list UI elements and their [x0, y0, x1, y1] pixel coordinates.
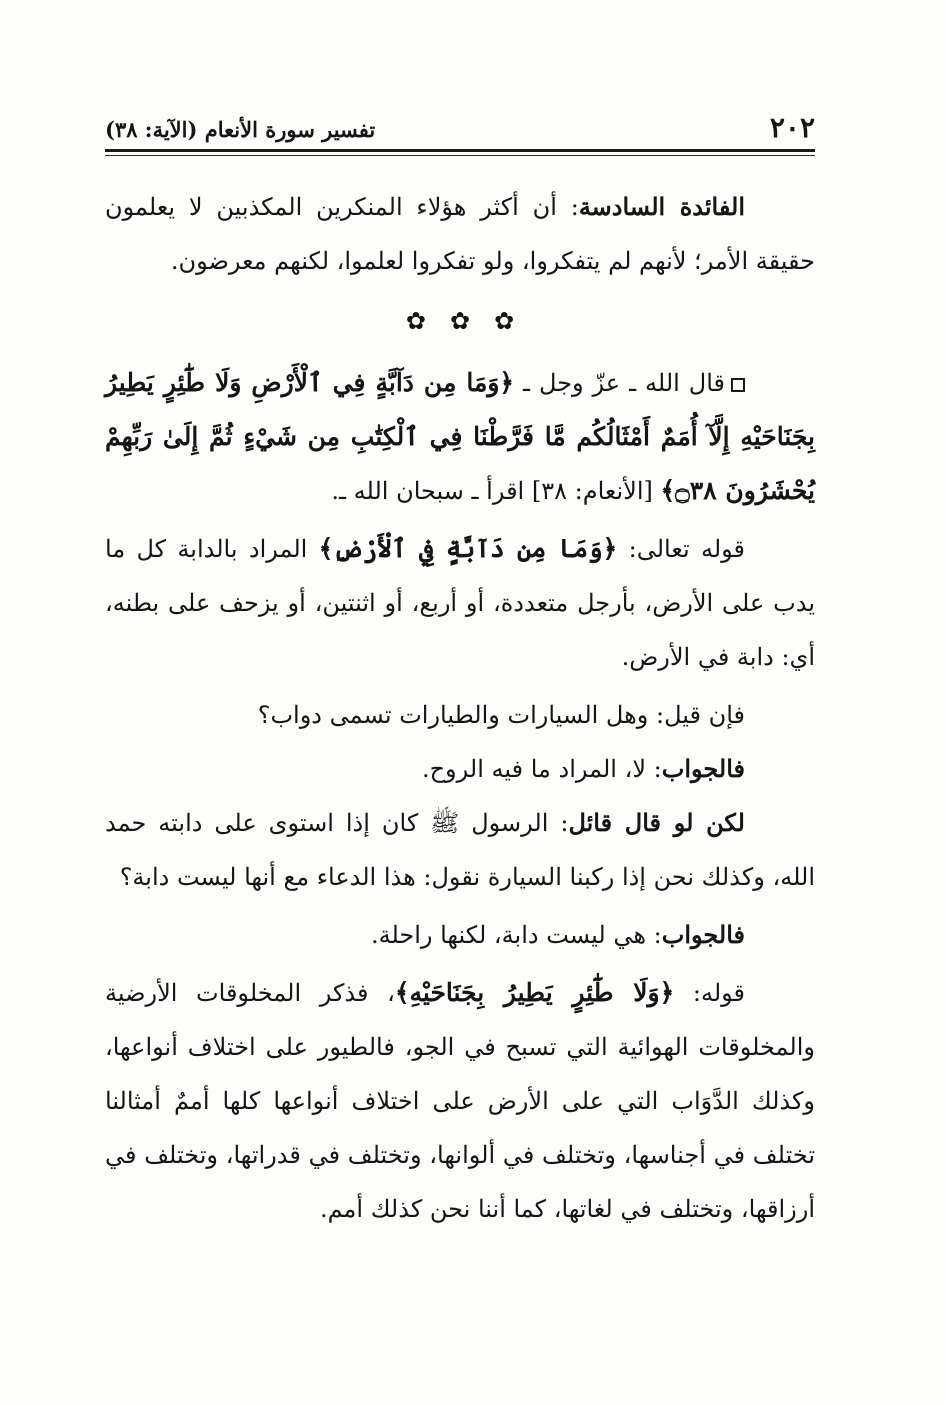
paragraph-answer-1 — [105, 742, 815, 796]
question-label: فإن قيل — [664, 701, 745, 729]
header-rule-thin — [105, 155, 815, 156]
birds-intro: قوله: — [674, 979, 746, 1007]
verse-intro: قال الله ـ عزّ وجل ـ — [514, 369, 725, 397]
square-bullet-icon — [731, 378, 745, 392]
answer-2-label: فالجواب — [661, 920, 745, 949]
paragraph-question — [105, 688, 815, 742]
ornament-star-icon: ✿ — [494, 307, 515, 335]
paragraph-verse — [105, 356, 815, 518]
verse-reference: [الأنعام: ٣٨] اقرأ ـ سبحان الله ـ. — [331, 477, 661, 505]
dabba-text: المراد بالدابة كل ما يدب على الأرض، بأرجل متعددة، أو أربع، أو اثنتين، أو يزحف على بطنه، أي: دابة في الأرض. — [105, 535, 815, 671]
page-number: ٢٠٢ — [769, 111, 815, 144]
objection-label: لكن لو قال قائل — [568, 808, 745, 837]
paragraph-dabba-explanation — [105, 522, 815, 684]
paragraph-answer-2 — [105, 908, 815, 962]
answer-2-text: : هي ليست دابة، لكنها راحلة. — [370, 921, 662, 949]
paragraph-birds-explanation — [105, 966, 815, 1236]
dabba-intro: قوله تعالى: — [617, 535, 746, 563]
ornament-star-icon: ✿ — [449, 307, 471, 335]
page-header — [105, 112, 815, 146]
question-text: : وهل السيارات والطيارات تسمى دواب؟ — [257, 701, 665, 729]
paragraph-objection — [105, 796, 815, 904]
sixth-benefit-label: الفائدة السادسة — [578, 192, 745, 221]
birds-text: ، فذكر المخلوقات الأرضية والمخلوقات الهوائية التي تسبح في الجو، فالطيور على اختلاف أنواعها، وكذلك الدَّوَاب التي على الأرض على اختلاف أنواعها كلها أممٌ أمثالنا تختلف في أجناسها، وتختلف في ألوانها، وتختلف في قدراتها، وتختلف في أرزاقها، وتختلف في لغاتها، كما أننا نحن كذلك أمم. — [105, 979, 815, 1223]
header-rule-thick — [105, 149, 815, 152]
answer-1-label: فالجواب — [661, 754, 745, 783]
birds-quran-text: ﴿وَلَا طَٰٓئِرٍ يَطِيرُ بِجَنَاحَيْهِ﴾ — [394, 978, 675, 1007]
paragraph-sixth-benefit — [105, 180, 815, 288]
running-title: تفسير سورة الأنعام (الآية: ٣٨) — [105, 117, 376, 142]
objection-text: : الرسول ﷺ كان إذا استوى على دابته حمد الله، وكذلك نحن إذا ركبنا السيارة نقول: هذا الدعاء مع أنها ليست دابة؟ — [105, 809, 815, 891]
answer-1-text: : لا، المراد ما فيه الروح. — [421, 755, 662, 783]
dabba-quran-text: ﴿وَمَا مِن دَآبَّةٍ فِي ٱلْأَرْضِ﴾ — [318, 534, 618, 563]
section-divider — [105, 294, 815, 348]
verse-quran-text: ﴿وَمَا مِن دَآبَّةٍ فِي ٱلْأَرْضِ وَلَا طَٰٓئِرٍ يَطِيرُ بِجَنَاحَيْهِ إِلَّآ أُمَمٌ أَمْثَالُكُم مَّا فَرَّطْنَا فِي ٱلْكِتَٰبِ مِن شَيْءٍ ثُمَّ إِلَىٰ رَبِّهِمْ يُحْشَرُونَ ۝٣٨﴾ — [105, 368, 815, 505]
ornament-star-icon: ✿ — [405, 307, 426, 335]
page-body — [105, 180, 815, 1236]
sixth-benefit-text: : أن أكثر هؤلاء المنكرين المكذبين لا يعلمون حقيقة الأمر؛ لأنهم لم يتفكروا، ولو تفكروا لعلموا، لكنهم معرضون. — [105, 193, 815, 275]
